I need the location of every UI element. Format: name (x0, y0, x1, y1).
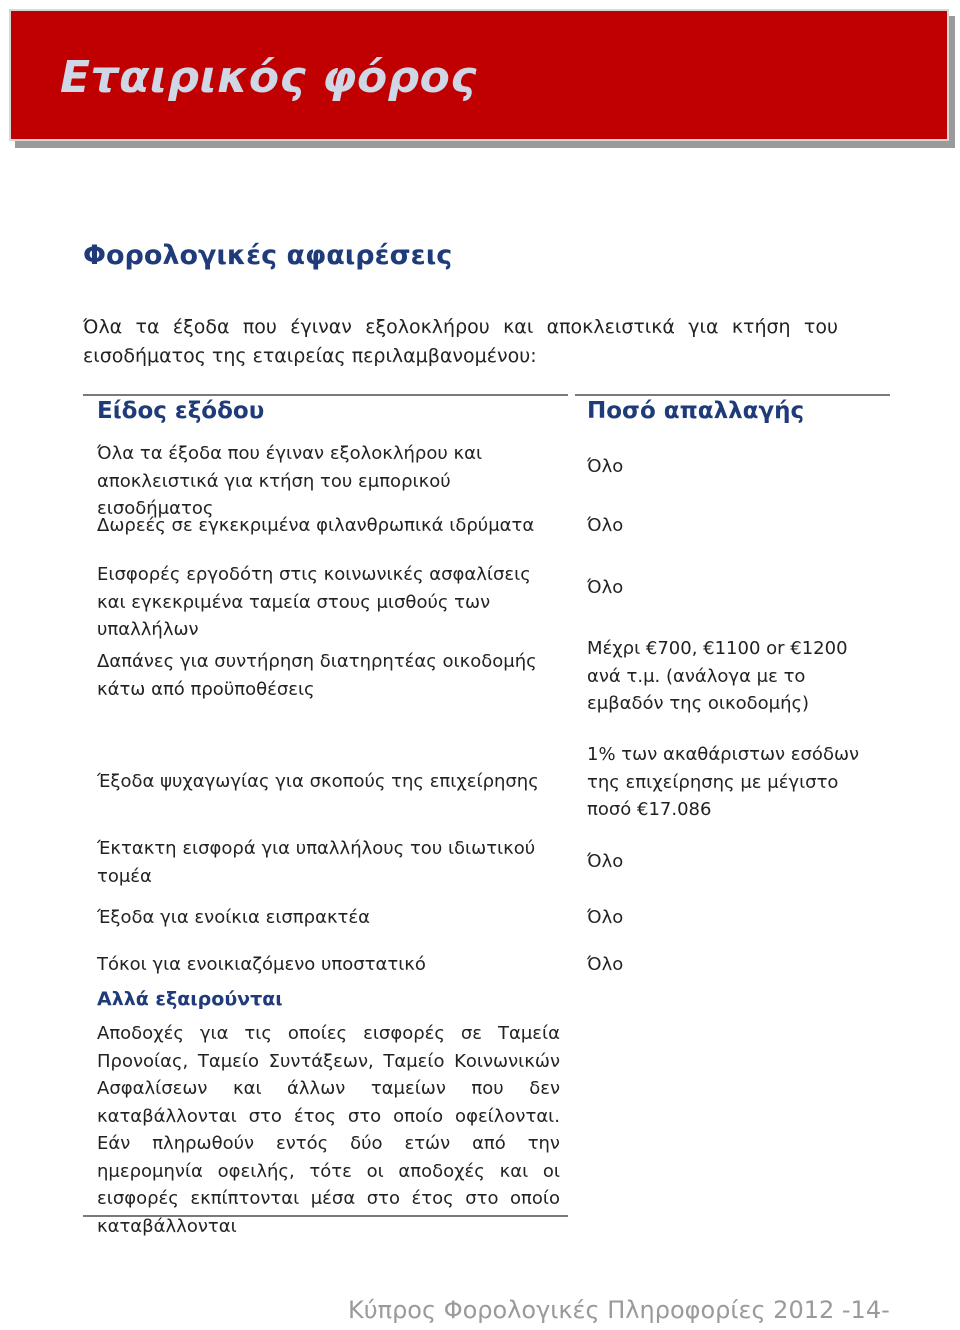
column-header-type: Είδος εξόδου (97, 398, 265, 424)
table-rule (575, 394, 890, 396)
table-row-amount: Όλο (587, 456, 624, 477)
table-row-type: Δαπάνες για συντήρηση διατηρητέας οικοδομής κάτω από προϋποθέσεις (97, 651, 537, 700)
table-row-type: Δωρεές σε εγκεκριμένα φιλανθρωπικά ιδρύματα (97, 515, 535, 536)
table-rule (83, 394, 568, 396)
table-row-amount: Μέχρι €700, €1100 or €1200 ανά τ.μ. (ανάλογα με το εμβαδόν της οικοδομής) (587, 638, 848, 714)
table-row-amount: Όλο (587, 515, 624, 536)
section-heading: Φορολογικές αφαιρέσεις (83, 240, 453, 271)
page-footer: Κύπρος Φορολογικές Πληροφορίες 2012 -14- (348, 1296, 890, 1324)
table-row-amount: Όλο (587, 907, 624, 928)
table-row-amount: Όλο (587, 851, 624, 872)
table-row-type: Τόκοι για ενοικιαζόμενο υποστατικό (97, 954, 426, 975)
table-row-type: Έξοδα για ενοίκια εισπρακτέα (97, 907, 370, 928)
exceptions-text: Αποδοχές για τις οποίες εισφορές σε Ταμεία Προνοίας, Ταμείο Συντάξεων, Ταμείο Κοινωνικών Ασφαλίσεων και άλλων ταμείων που δεν καταβάλλονται στο έτος στο οποίο οφείλονται. Εάν πληρωθούν εντός δύο ετών από την ημερομηνία οφειλής, τότε οι αποδοχές και οι εισφορές εκπίπτονται μέσα στο έτος στο οποίο καταβάλλονται (97, 1023, 560, 1237)
page-title: Εταιρικός φόρος (60, 52, 477, 103)
intro-paragraph: Όλα τα έξοδα που έγιναν εξολοκλήρου και αποκλειστικά για κτήση του εισοδήματος της εταιρείας περιλαμβανομένου: (83, 316, 838, 367)
table-row-type: Έκτακτη εισφορά για υπαλλήλους του ιδιωτικού τομέα (97, 838, 536, 887)
table-row-amount: 1% των ακαθάριστων εσόδων της επιχείρησης με μέγιστο ποσό €17.086 (587, 744, 860, 820)
table-row-type: Έξοδα ψυχαγωγίας για σκοπούς της επιχείρησης (97, 771, 539, 792)
table-row-amount: Όλο (587, 954, 624, 975)
table-row-type: Εισφορές εργοδότη στις κοινωνικές ασφαλίσεις και εγκεκριμένα ταμεία στους μισθούς των υπαλλήλων (97, 564, 531, 640)
table-row-type: Όλα τα έξοδα που έγιναν εξολοκλήρου και αποκλειστικά για κτήση του εμπορικού εισοδήματος (97, 443, 483, 519)
column-header-amount: Ποσό απαλλαγής (587, 398, 805, 424)
exceptions-heading: Αλλά εξαιρούνται (97, 988, 283, 1010)
table-row-amount: Όλο (587, 577, 624, 598)
